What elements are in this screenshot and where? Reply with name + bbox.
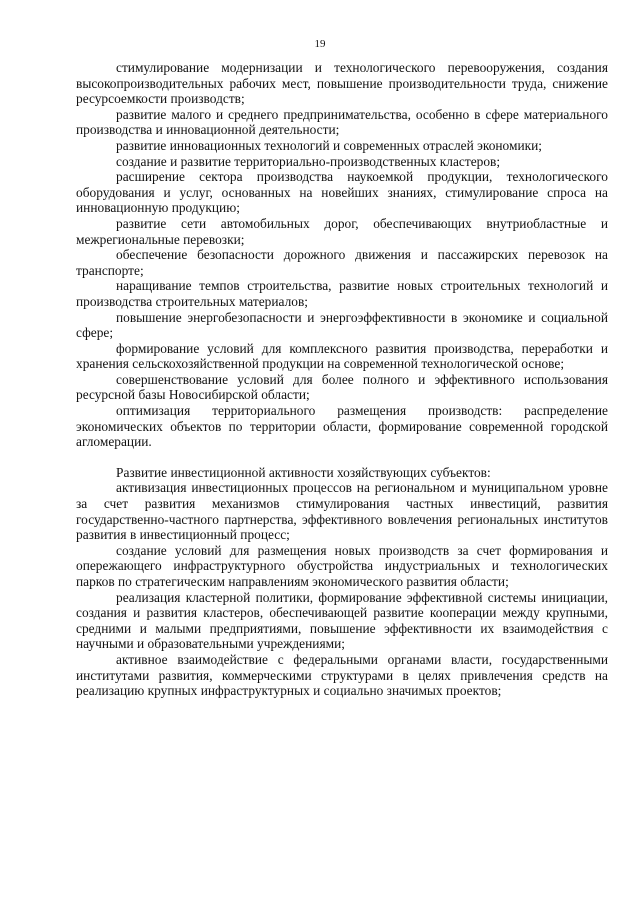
page-number: 19 (314, 38, 326, 50)
paragraph-investment-activation: активизация инвестиционных процессов на региональном и муниципальном уровне за счет развития механизмов стимулирования частных инвестиций, развития государственно-частного партнерства, эффективного вовлечения региональных институтов развития в инвестиционный процесс; (76, 480, 608, 543)
section-gap (76, 450, 608, 465)
paragraph-modernization: стимулирование модернизации и технологического перевооружения, создания высокопроизводительных рабочих мест, повышение производительности труда, снижение ресурсоемкости производств; (76, 60, 608, 107)
paragraph-agriculture: формирование условий для комплексного развития производства, переработки и хранения сельскохозяйственной продукции на современной технологической основе; (76, 340, 608, 372)
paragraph-territorial-placement: оптимизация территориального размещения производств: распределение экономических объектов по территории области, формирование современной городской агломерации. (76, 403, 608, 450)
paragraph-cluster-policy: реализация кластерной политики, формирование эффективной системы инициации, создания и развития кластеров, обеспечивающей развитие кооперации между крупными, средними и малыми предприятиями, повышение эффективности их взаимодействия с научными и образовательными учреждениями; (76, 589, 608, 652)
paragraph-industrial-parks: создание условий для размещения новых производств за счет формирования и опережающего инфраструктурного обустройства индустриальных и технологических парков по стратегическим направлениям экономического развития области; (76, 542, 608, 589)
paragraph-innovation-tech: развитие инновационных технологий и современных отраслей экономики; (116, 137, 543, 153)
paragraph-clusters: создание и развитие территориально-производственных кластеров; (116, 153, 501, 169)
paragraph-resource-base: совершенствование условий для более полного и эффективного использования ресурсной базы Новосибирской области; (76, 371, 608, 403)
section-heading-investment: Развитие инвестиционной активности хозяйствующих субъектов: (116, 464, 491, 480)
paragraph-roads: развитие сети автомобильных дорог, обеспечивающих внутриобластные и межрегиональные перевозки; (76, 215, 608, 247)
paragraph-small-business: развитие малого и среднего предпринимательства, особенно в сфере материального производства и инновационной деятельности; (76, 106, 608, 138)
document-body (76, 60, 608, 699)
paragraph-energy: повышение энергобезопасности и энергоэффективности в экономике и социальной сфере; (76, 309, 608, 341)
paragraph-federal-interaction: активное взаимодействие с федеральными органами власти, государственными институтами развития, коммерческими структурами в целях привлечения средств на реализацию крупных инфраструктурных и социально значимых проектов; (76, 651, 608, 699)
paragraph-high-tech-sector: расширение сектора производства наукоемкой продукции, технологического оборудования и услуг, основанных на новейших знаниях, стимулирование спроса на инновационную продукцию; (76, 169, 608, 216)
paragraph-road-safety: обеспечение безопасности дорожного движения и пассажирских перевозок на транспорте; (76, 247, 608, 278)
paragraph-construction: наращивание темпов строительства, развитие новых строительных технологий и производства строительных материалов; (76, 278, 608, 309)
